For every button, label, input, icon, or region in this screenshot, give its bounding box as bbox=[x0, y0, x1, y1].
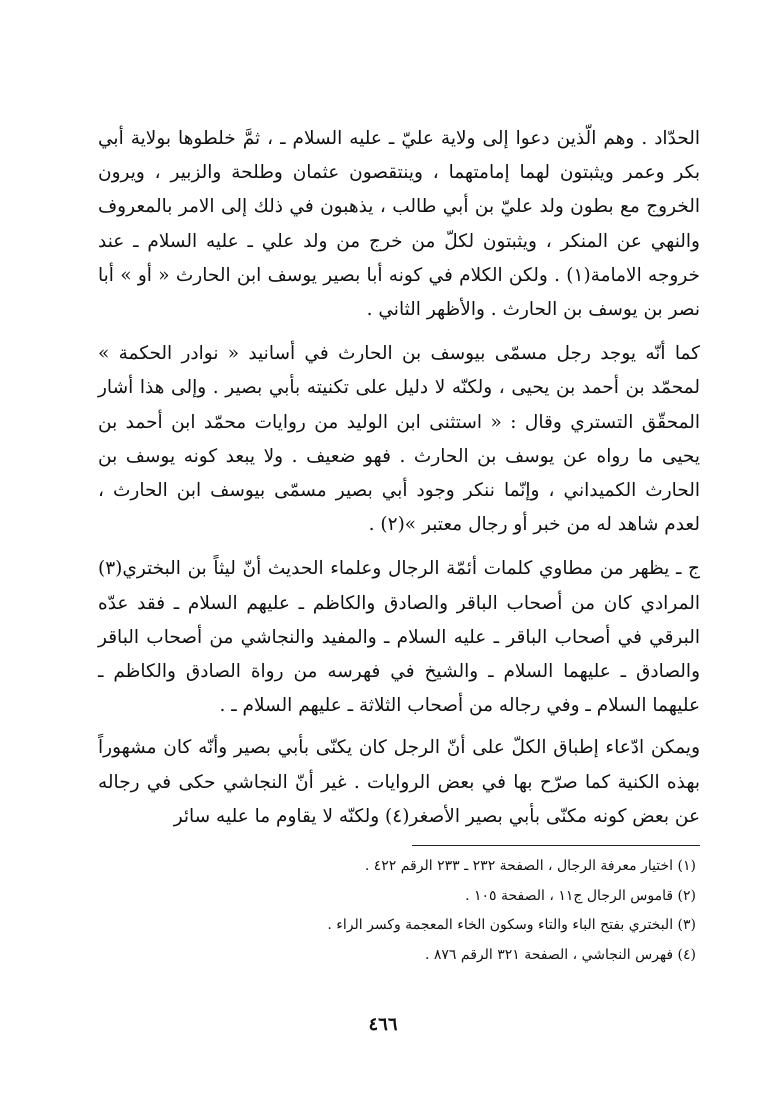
paragraph-4: ويمكن ادّعاء إطباق الكلّ على أنّ الرجل كان يكنّى بأبي بصير وأنّه كان مشهوراً بهذه الكنية كما صرّح بها في بعض الروايات . غير أنّ النجاشي حكى في رجاله عن بعض كونه مكنّى بأبي بصير الأصغر(٤) ولكنّه لا يقاوم ما عليه سائر bbox=[98, 737, 700, 827]
paragraph-2: كما أنّه يوجد رجل مسمّى بيوسف بن الحارث في أسانيد « نوادر الحكمة » لمحمّد بن أحمد بن يحيى ، ولكنّه لا دليل على تكنيته بأبي بصير . وإلى هذا أشار المحقّق التستري وقال : « استثنى ابن الوليد من روايات محمّد ابن أحمد بن يحيى ما رواه عن يوسف بن الحارث . فهو ضعيف . ولا يبعد كونه يوسف بن الحارث الكميداني ، وإنّما ننكر وجود أبي بصير مسمّى بيوسف ابن الحارث ، لعدم شاهد له من خبر أو رجال معتبر »(٢) . bbox=[98, 343, 700, 536]
footnote-3: (٣) البختري بفتح الباء والتاء وسكون الخاء المعجمة وكسر الراء . bbox=[327, 917, 696, 933]
paragraph-1: الحدّاد . وهم الّذين دعوا إلى ولاية عليّ ـ عليه السلام ـ ، ثمَّ خلطوها بولاية أبي بكر وعمر ويثبتون لهما إمامتهما ، وينتقصون عثمان وطلحة والزبير ، ويرون الخروج مع بطون ولد عليّ بن أبي طالب ، يذهبون في ذلك إلى الامر بالمعروف والنهي عن المنكر ، ويثبتون لكلّ من خرج من ولد علي ـ عليه السلام ـ عند خروجه الامامة(١) . ولكن الكلام في كونه أبا بصير يوسف ابن الحارث « أو » أبا نصر بن يوسف بن الحارث . والأظهر الثاني . bbox=[98, 128, 700, 321]
footnote-1: (١) اختيار معرفة الرجال ، الصفحة ٢٣٢ ـ ٢٣٣ الرقم ٤٢٢ . bbox=[364, 858, 696, 874]
footnote-2: (٢) قاموس الرجال ج١١ ، الصفحة ١٠٥ . bbox=[465, 887, 696, 904]
footnote-separator bbox=[412, 845, 700, 846]
footnote-4: (٤) فهرس النجاشي ، الصفحة ٣٢١ الرقم ٨٧٦ . bbox=[424, 946, 696, 963]
page-number: ٤٦٦ bbox=[368, 1014, 398, 1035]
footnotes bbox=[98, 852, 696, 970]
main-text bbox=[98, 122, 700, 834]
paragraph-3: ج ـ يظهر من مطاوي كلمات أئمّة الرجال وعلماء الحديث أنّ ليثاً بن البختري(٣) المرادي كان من أصحاب الباقر والصادق والكاظم ـ عليهم السلام ـ فقد عدّه البرقي في أصحاب الباقر ـ عليه السلام ـ والمفيد والنجاشي من أصحاب الباقر والصادق ـ عليهما السلام ـ والشيخ في فهرسه من رواة الصادق والكاظم ـ عليهما السلام ـ وفي رجاله من أصحاب الثلاثة ـ عليهم السلام ـ . bbox=[98, 558, 700, 717]
